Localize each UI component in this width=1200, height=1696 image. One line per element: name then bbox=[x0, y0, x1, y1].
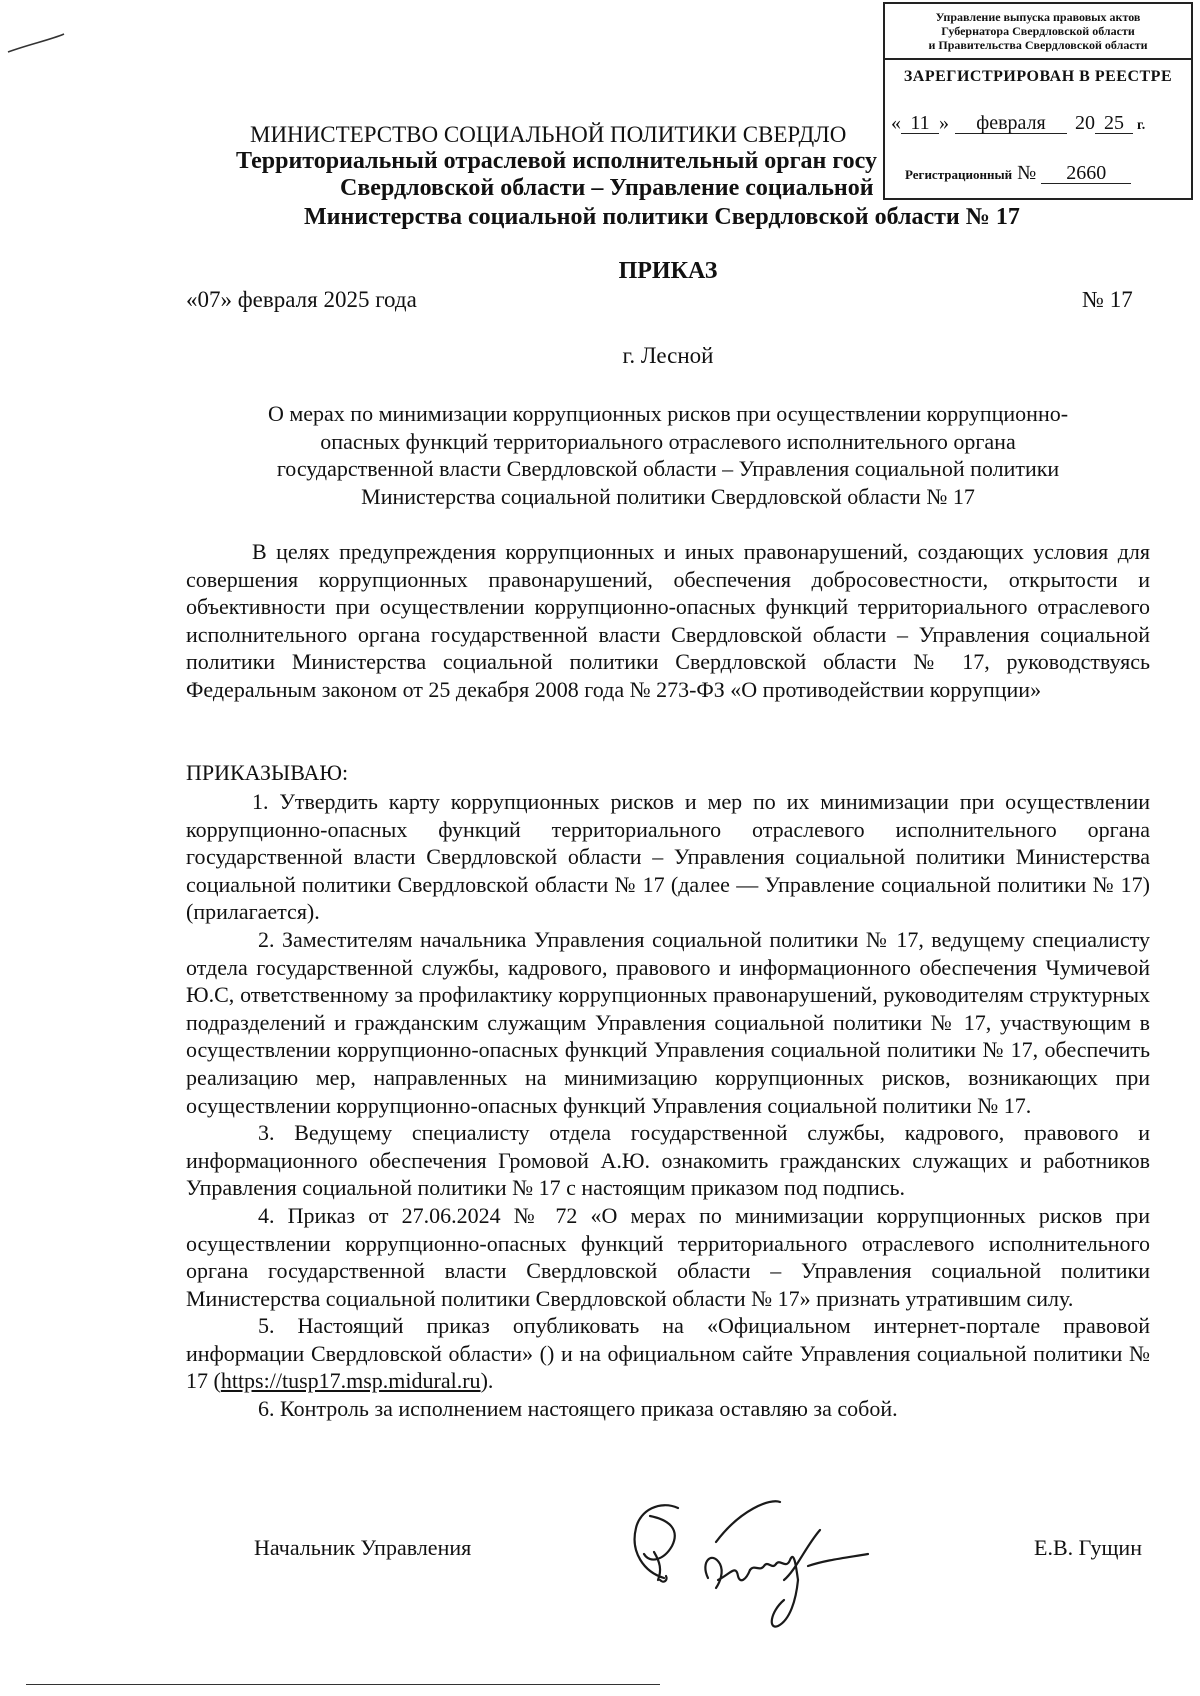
stamp-department-line: и Правительства Свердловской области bbox=[928, 38, 1148, 52]
organ-name-line3: Министерства социальной политики Свердловской области № 17 bbox=[304, 204, 1020, 230]
stamp-year-suffix: 25 bbox=[1095, 113, 1133, 134]
subject-line: Министерства социальной политики Свердловской области № 17 bbox=[361, 483, 975, 509]
item5-text: 5. Настоящий приказ опубликовать на «Официальном интернет-портале правовой информации Свердловской области» () и на официальном сайте Управления социальной политики № 17 ( bbox=[186, 1313, 1150, 1394]
item5-text-end: ). bbox=[480, 1368, 494, 1394]
signatory-position: Начальник Управления bbox=[254, 1535, 472, 1560]
stamp-department-line: Управление выпуска правовых актов bbox=[935, 10, 1141, 24]
order-directive: ПРИКАЗЫВАЮ: bbox=[186, 760, 349, 785]
signatory-name: Е.В. Гущин bbox=[1034, 1535, 1142, 1560]
stamp-month: февраля bbox=[955, 113, 1067, 134]
subject-line: опасных функций территориального отраслевого исполнительного органа bbox=[320, 428, 1016, 454]
order-item: 2. Заместителям начальника Управления социальной политики № 17, ведущему специалисту отдела государственной службы, кадрового, правового и информационного обеспечения Чумичевой Ю.С, ответственному за профилактику коррупционных правонарушений, руководителям структурных подразделений и гражданским служащим Управления социальной политики № 17, участвующим в осуществлении коррупционно-опасных функций Управления социальной политики № 17, обеспечить реализацию мер, направленных на минимизацию коррупционных рисков, возникающих при осуществлении коррупционно-опасных функций Управления социальной политики № 17. bbox=[186, 926, 1150, 1118]
subject-line: О мерах по минимизации коррупционных рисков при осуществлении коррупционно- bbox=[267, 401, 1069, 426]
stamp-department bbox=[885, 4, 1191, 52]
order-item: 3. Ведущему специалисту отдела государственной службы, кадрового, правового и информационного обеспечения Громовой А.Ю. ознакомить гражданских служащих и работников Управления социальной политики № 17 с настоящим приказом под подпись. bbox=[186, 1120, 1150, 1201]
stamp-reg-label: Регистрационный bbox=[905, 167, 1013, 182]
stamp-department-line: Губернатора Свердловской области bbox=[941, 24, 1135, 38]
organ-name-line1: Территориальный отраслевой исполнительный орган госу bbox=[236, 148, 878, 174]
order-date: «07» февраля 2025 года bbox=[186, 287, 417, 312]
order-item bbox=[186, 1312, 1150, 1395]
stamp-year-prefix: 20 bbox=[1075, 112, 1095, 134]
stamp-divider bbox=[885, 58, 1191, 60]
order-item: 6. Контроль за исполнением настоящего приказа оставляю за собой. bbox=[258, 1396, 898, 1422]
scan-mark bbox=[0, 0, 120, 70]
stamp-number-value: 2660 bbox=[1041, 163, 1131, 184]
stamp-number-sign: № bbox=[1017, 162, 1037, 184]
organ-name-line2: Свердловской области – Управление социальной bbox=[340, 175, 874, 201]
handwritten-signature bbox=[620, 1480, 880, 1640]
order-items bbox=[186, 788, 1150, 1423]
ministry-name: МИНИСТЕРСТВО СОЦИАЛЬНОЙ ПОЛИТИКИ СВЕРДЛО bbox=[250, 122, 847, 147]
preamble-paragraph: В целях предупреждения коррупционных и иных правонарушений, создающих условия для совершения коррупционных правонарушений, обеспечения добросовестности, открытости и объективности при осуществлении коррупционно-опасных функций территориального отраслевого исполнительного органа государственной власти Свердловской области – Управления социальной политики Министерства социальной политики Свердловской области № 17, руководствуясь Федеральным законом от 25 декабря 2008 года № 273-ФЗ «О противодействии коррупции» bbox=[186, 539, 1150, 702]
stamp-reg-number bbox=[905, 162, 1187, 185]
order-item: 4. Приказ от 27.06.2024 № 72 «О мерах по минимизации коррупционных рисков при осуществлении коррупционно-опасных функций территориального отраслевого исполнительного органа государственной власти Свердловской области – Управления социальной политики Министерства социальной политики Свердловской области № 17» признать утратившим силу. bbox=[186, 1202, 1150, 1311]
document-title: ПРИКАЗ bbox=[618, 258, 718, 284]
subject-line: государственной власти Свердловской области – Управления социальной политики bbox=[276, 456, 1060, 481]
order-item: 1. Утвердить карту коррупционных рисков и мер по их минимизации при осуществлении коррупционно-опасных функций территориального отраслевого исполнительного органа государственной власти Свердловской области – Управления социальной политики Министерства социальной политики Свердловской области № 17 (далее — Управление социальной политики № 17) (прилагается). bbox=[186, 789, 1150, 925]
order-city: г. Лесной bbox=[622, 343, 714, 368]
order-number: № 17 bbox=[1082, 287, 1133, 312]
stamp-day: 11 bbox=[901, 113, 939, 134]
order-subject bbox=[186, 400, 1150, 510]
registration-stamp bbox=[883, 2, 1193, 200]
preamble bbox=[186, 538, 1150, 704]
stamp-registered-label: ЗАРЕГИСТРИРОВАН В РЕЕСТРЕ bbox=[903, 68, 1173, 85]
stamp-year-mark: г. bbox=[1137, 118, 1146, 133]
stamp-date: « 11 » февраля 20 25 г. bbox=[891, 112, 1146, 134]
website-link[interactable]: https://tusp17.msp.midural.ru bbox=[220, 1368, 481, 1394]
footer-rule bbox=[26, 1684, 660, 1685]
